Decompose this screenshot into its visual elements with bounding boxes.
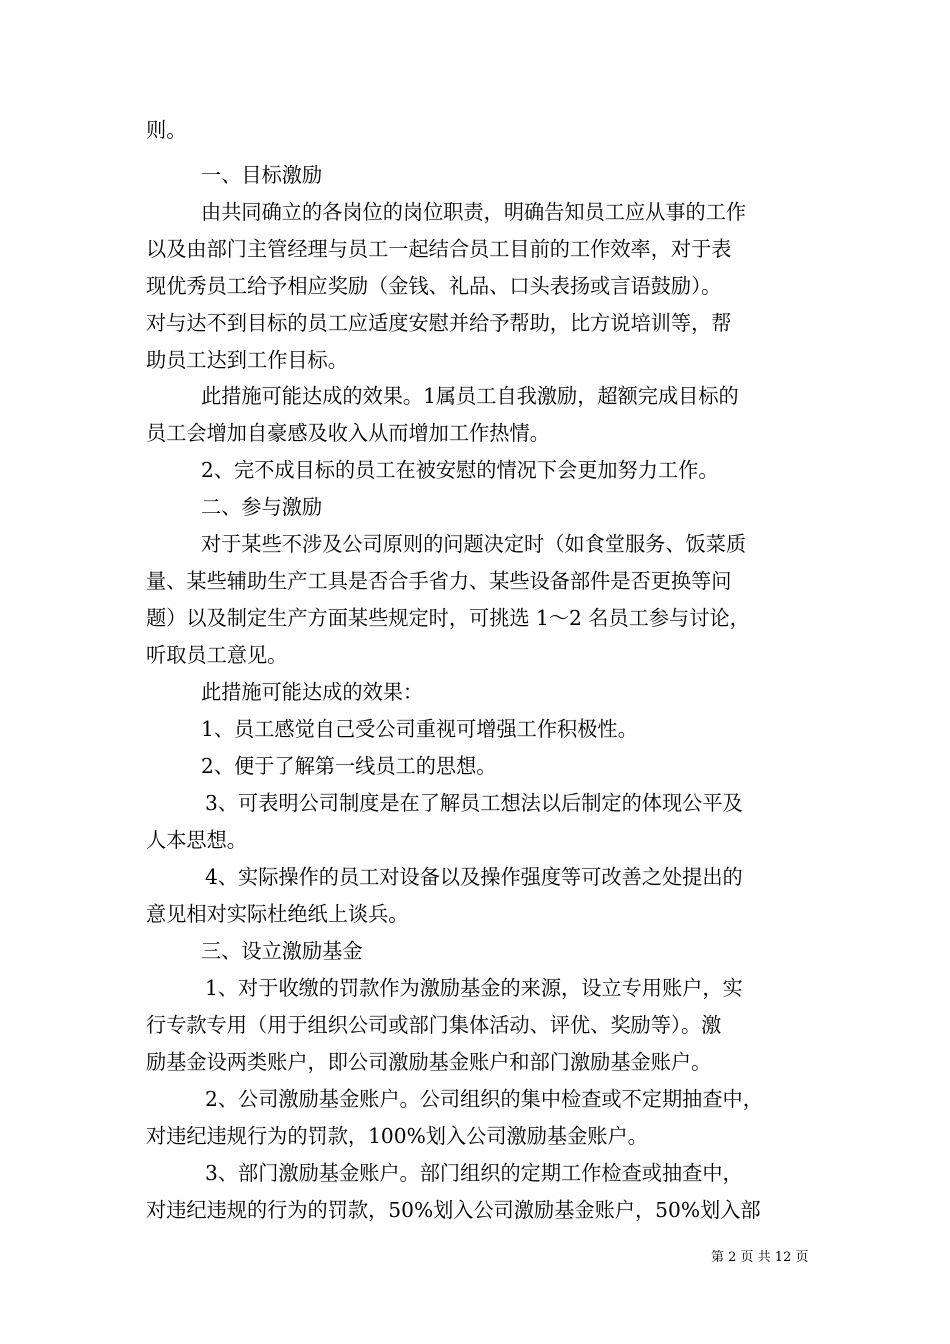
- section-heading: 二、参与激励: [201, 495, 323, 519]
- text-line: 1、对于收缴的罚款作为激励基金的来源，设立专用账户，实: [205, 976, 743, 1000]
- text-line: 则。: [146, 118, 187, 142]
- text-line: 人本思想。: [146, 828, 247, 852]
- text-line: 对违纪违规的行为的罚款，50%划入公司激励基金账户，50%划入部: [146, 1198, 761, 1222]
- text-line: 2、便于了解第一线员工的思想。: [201, 754, 497, 778]
- text-line: 2、完不成目标的员工在被安慰的情况下会更加努力工作。: [201, 458, 719, 482]
- text-line: 此措施可能达成的效果。1属员工自我激励，超额完成目标的: [201, 384, 739, 408]
- text-line: 以及由部门主管经理与员工一起结合员工目前的工作效率，对于表: [146, 237, 732, 261]
- text-line: 意见相对实际杜绝纸上谈兵。: [146, 902, 409, 926]
- text-line: 由共同确立的各岗位的岗位职责，明确告知员工应从事的工作: [201, 200, 747, 224]
- text-line: 4、实际操作的员工对设备以及操作强度等可改善之处提出的: [205, 865, 743, 889]
- text-line: 听取员工意见。: [146, 643, 288, 667]
- text-line: 3、可表明公司制度是在了解员工想法以后制定的体现公平及: [205, 791, 743, 815]
- page-number-footer: 第 2 页 共 12 页: [711, 1250, 809, 1265]
- section-heading: 一、目标激励: [201, 163, 323, 187]
- section-heading: 三、设立激励基金: [201, 939, 363, 963]
- text-line: 对与达不到目标的员工应适度安慰并给予帮助，比方说培训等，帮: [146, 311, 732, 335]
- text-line: 3、部门激励基金账户。部门组织的定期工作检查或抽查中，: [205, 1161, 743, 1185]
- text-line: 题）以及制定生产方面某些规定时，可挑选 1～2 名员工参与讨论，: [146, 606, 750, 630]
- text-line: 1、员工感觉自己受公司重视可增强工作积极性。: [201, 717, 638, 741]
- text-line: 对违纪违规行为的罚款，100%划入公司激励基金账户。: [146, 1124, 648, 1148]
- text-line: 现优秀员工给予相应奖励（金钱、礼品、口头表扬或言语鼓励）。: [146, 274, 722, 298]
- text-line: 行专款专用（用于组织公司或部门集体活动、评优、奖励等）。激: [146, 1013, 722, 1037]
- text-line: 此措施可能达成的效果：: [201, 680, 424, 704]
- text-line: 员工会增加自豪感及收入从而增加工作热情。: [146, 421, 550, 445]
- text-line: 2、公司激励基金账户。公司组织的集中检查或不定期抽查中，: [205, 1087, 763, 1111]
- text-line: 对于某些不涉及公司原则的问题决定时（如食堂服务、饭菜质: [201, 532, 747, 556]
- text-line: 励基金设两类账户，即公司激励基金账户和部门激励基金账户。: [146, 1050, 712, 1074]
- text-line: 助员工达到工作目标。: [146, 348, 348, 372]
- text-line: 量、某些辅助生产工具是否合手省力、某些设备部件是否更换等问: [146, 569, 732, 593]
